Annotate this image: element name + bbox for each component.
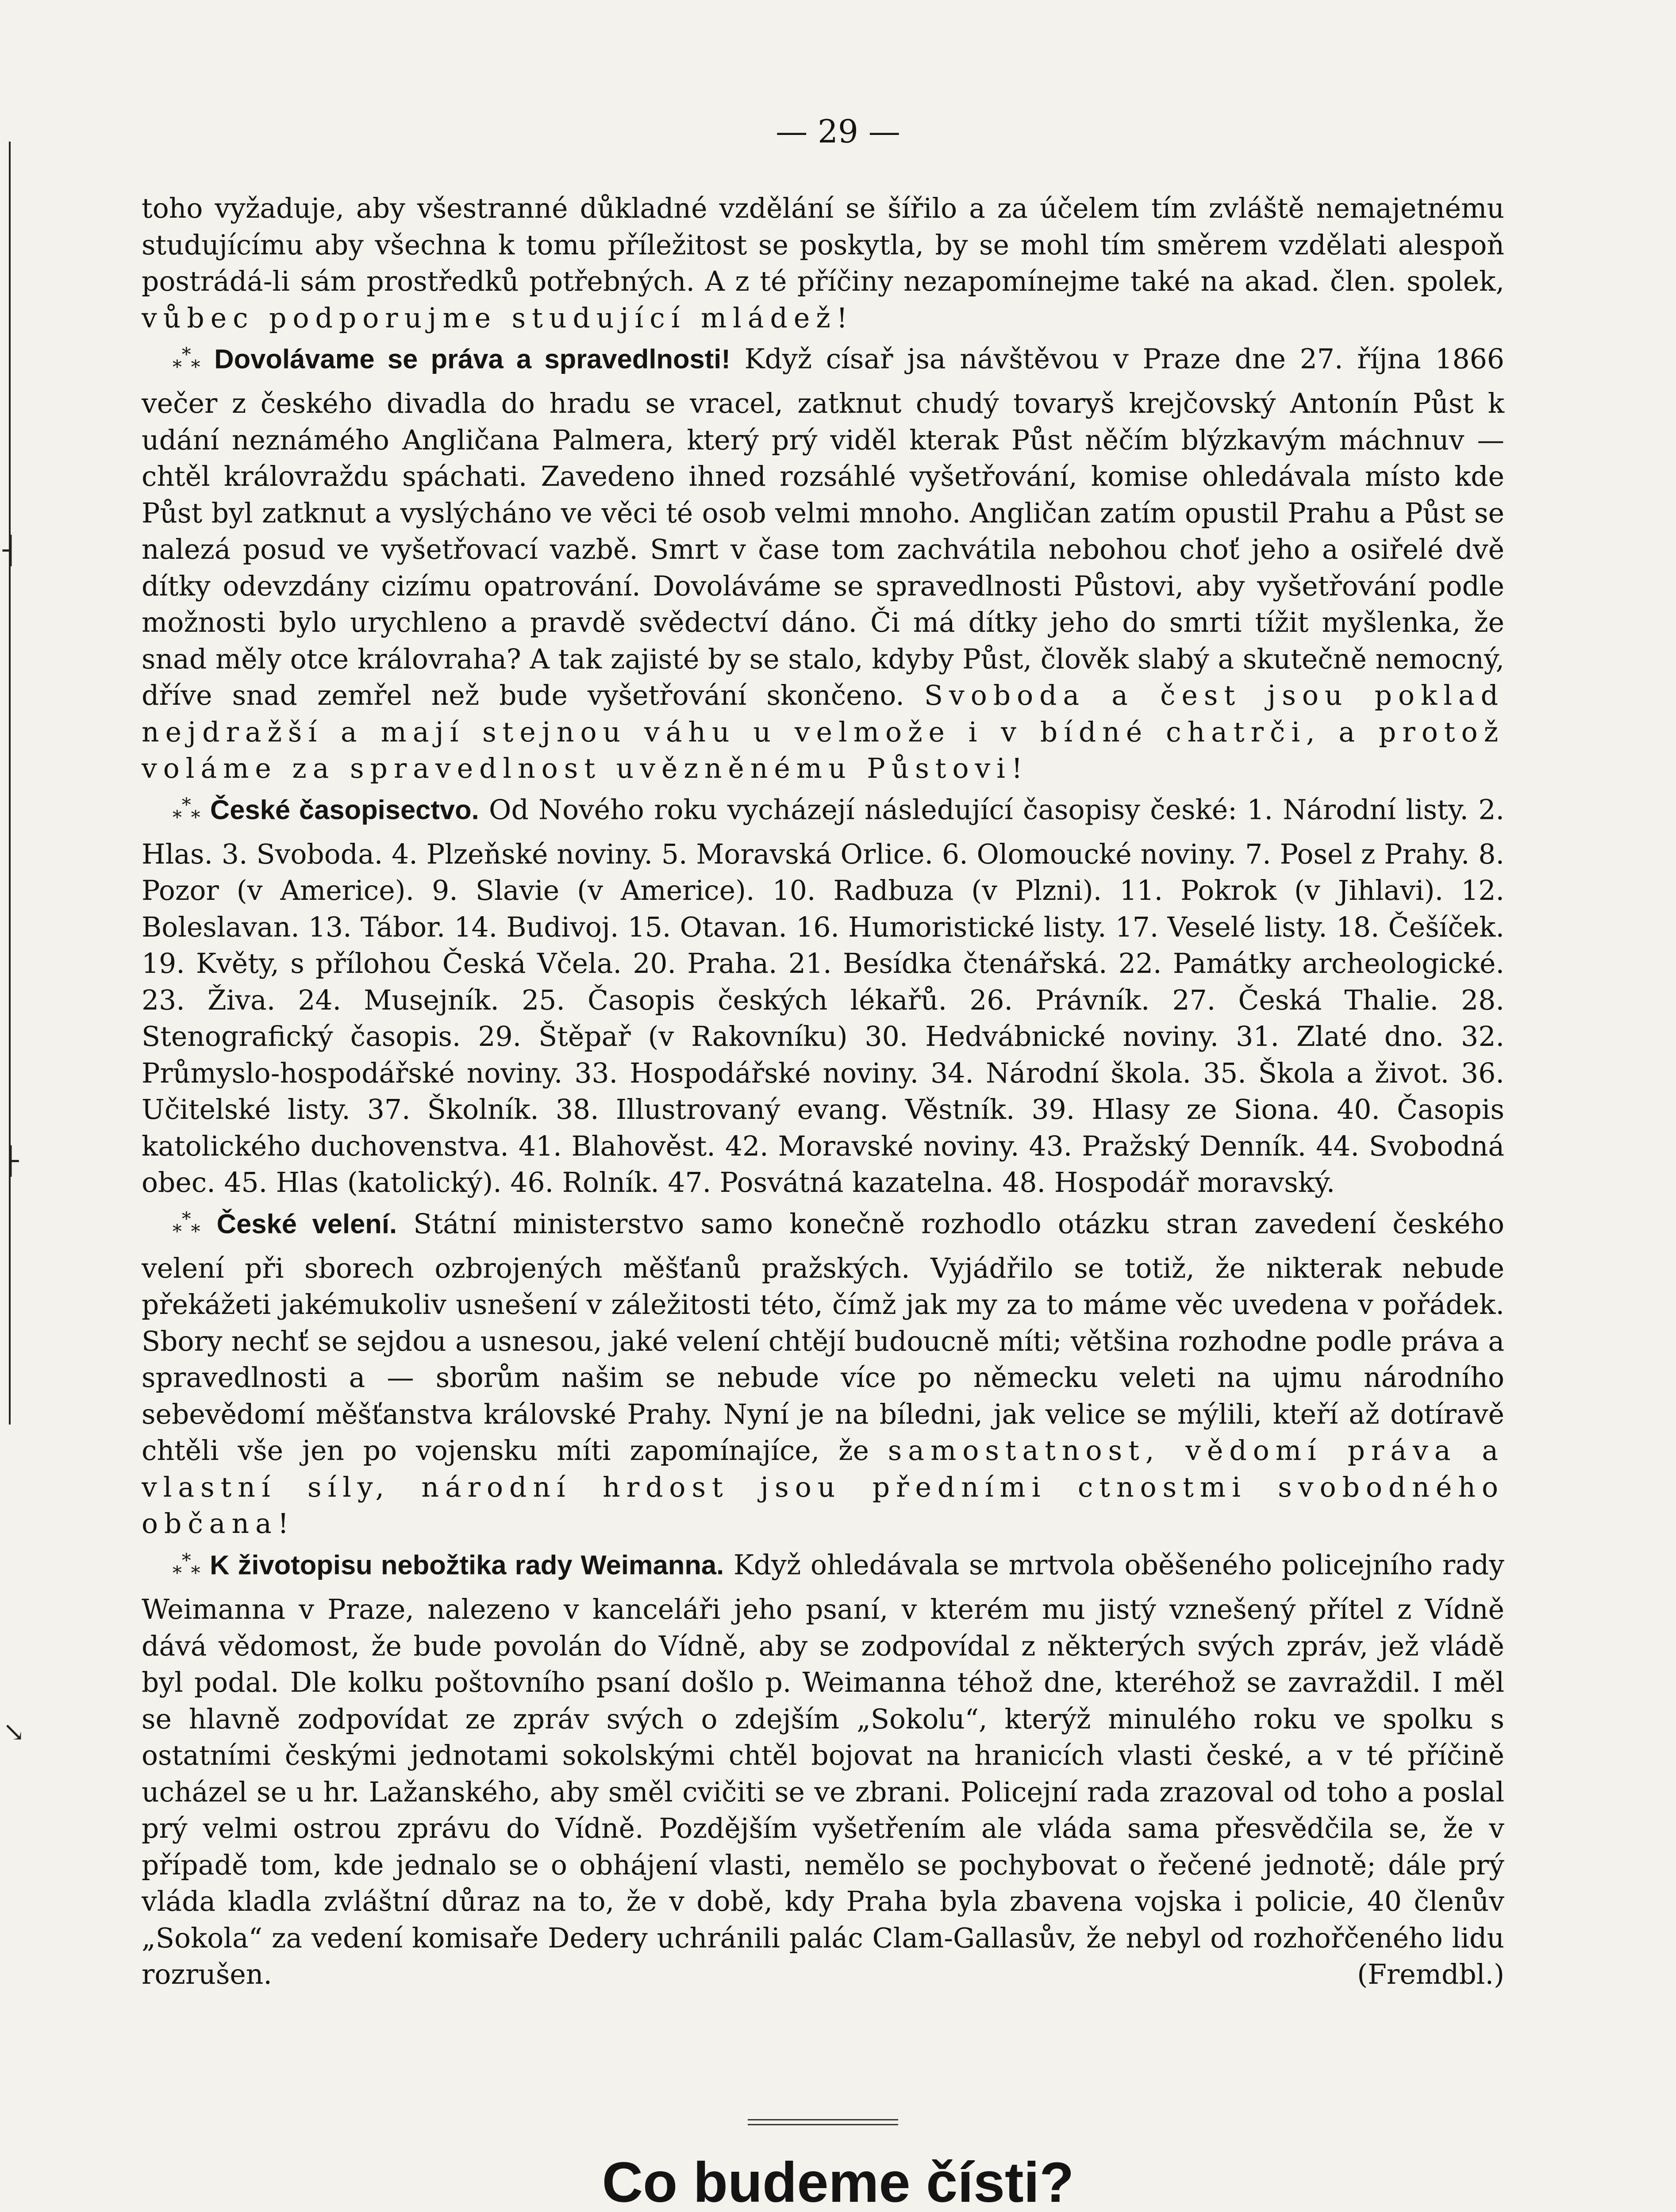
asterism-icon: $_*$*$_*$ [173, 1549, 200, 1584]
section-title: Co budeme čísti? [602, 2151, 1074, 2212]
margin-mark: ↘ [3, 1717, 25, 1747]
margin-rule [9, 142, 11, 1425]
paragraph-pust: $_*$*$_*$ Dovolávame se práva a spravedlnosti! Když císař jsa návštěvou v Praze dne 27. října 1866 večer z českého divadla do hradu se vracel, zatknut chudý tovaryš krejčovský Antonín Půst k udání neznámého Angličana Palmera, který prý viděl kterak Půst něčím blýzkavým máchnuv — chtěl královraždu spáchati. Zavedeno ihned rozsáhlé vyšetřování, komise ohledávala místo kde Půst byl zatknut a vyslýcháno ve věci té osob velmi mnoho. Angličan zatím opustil Prahu a Půst se nalezá posud ve vyšetřovací vazbě. Smrt v čase tom zachvátila nebohou choť jeho a osiřelé dvě dítky odevzdány cizímu opatrování. Dovoláváme se spravedlnosti Půstovi, aby vyšetřování podle možnosti bylo urychleno a pravdě svědectví dáno. Či má dítky jeho do smrti tížit myšlenka, že snad měly otce královraha? A tak zajisté by se stalo, kdyby Půst, člověk slabý a skutečně nemocný, dříve snad zemřel než bude vyšetřování skončeno. Svoboda a čest jsou poklad nejdražší a mají stejnou váhu u velmože i v bídné chatrči, a protož voláme za spravedlnost uvězněnému Půstovi! [142, 343, 1504, 785]
heading-periodicals: České časopisectvo. [210, 795, 479, 826]
paragraph-intro: toho vyžaduje, aby všestranné důkladné vzdělání se šířilo a za účelem tím zvláště nemajetnému studujícímu aby všechna k tomu příležitost se poskytla, by se mohl tím směrem vzdělati alespoň postrádá-li sám prostředků potřebných. A z té příčiny nezapomínejme také na akad. člen. spolek, vůbec podporujme studující mládež! [142, 192, 1504, 334]
paragraph-command: $_*$*$_*$ České velení. Státní ministerstvo samo konečně rozhodlo otázku stran zavedení českého velení při sborech ozbrojených měšťanů pražských. Vyjádřilo se totiž, že nikterak nebude překážeti jakémukoliv usnešení v záležitosti této, čímž jak my za to máme věc uvedena v pořádek. Sbory nechť se sejdou a usnesou, jaké velení chtějí budoucně míti; většina rozhodne podle práva a spravedlnosti a — sborům našim se nebude více po německu veleti na ujmu národního sebevědomí měšťanstva královské Prahy. Nyní je na bíledni, jak velice se mýlili, kteří až dotíravě chtěli vše jen po vojensku míti zapomínajíce, že samostatnost, vědomí práva a vlastní síly, národní hrdost jsou předními ctnostmi svobodného občana! [142, 1208, 1504, 1540]
paragraph-periodicals: $_*$*$_*$ České časopisectvo. Od Nového roku vycházejí následující časopisy české: 1. Národní listy. 2. Hlas. 3. Svoboda. 4. Plzeňské noviny. 5. Moravská Orlice. 6. Olomoucké noviny. 7. Posel z Prahy. 8. Pozor (v Americe). 9. Slavie (v Americe). 10. Radbuza (v Plzni). 11. Pokrok (v Jihlavi). 12. Boleslavan. 13. Tábor. 14. Budivoj. 15. Otavan. 16. Humoristické listy. 17. Veselé listy. 18. Češíček. 19. Květy, s přílohou Česká Včela. 20. Praha. 21. Besídka čtenářská. 22. Památky archeologické. 23. Živa. 24. Musejník. 25. Časopis českých lékařů. 26. Právník. 27. Česká Thalie. 28. Stenografický časopis. 29. Štěpař (v Rakovníku) 30. Hedvábnické noviny. 31. Zlaté dno. 32. Průmyslo-hospodářské noviny. 33. Hospodářské noviny. 34. Národní škola. 35. Škola a život. 36. Učitelské listy. 37. Školník. 38. Illustrovaný evang. Věstník. 39. Hlasy ze Siona. 40. Časopis katolického duchovenstva. 41. Blahověst. 42. Moravské noviny. 43. Pražský Denník. 44. Svobodná obec. 45. Hlas (katolický). 46. Rolník. 47. Posvátná kazatelna. 48. Hospodář moravský. [142, 794, 1504, 1199]
heading-command: České velení. [216, 1209, 397, 1240]
source-note: (Fremdbl.) [1357, 1959, 1504, 1991]
ornamental-divider [748, 2119, 898, 2125]
asterism-icon: $_*$*$_*$ [173, 1208, 200, 1243]
paragraph-weimann: $_*$*$_*$ K životopisu nebožtika rady Weimanna. Když ohledávala se mrtvola oběšeného policejního rady Weimanna v Praze, nalezeno v kanceláři jeho psaní, v kterém mu jistý vznešený přítel z Vídně dává vědomost, že bude povolán do Vídně, aby se zodpovídal z některých svých zpráv, jež vládě byl podal. Dle kolku poštovního psaní došlo p. Weimanna téhož dne, kteréhož se zavraždil. I měl se hlavně zodpovídat ze zpráv svých o zdejším „Sokolu“, kterýž minulého roku ve spolku s ostatními českými jednotami sokolskými chtěl bojovat na hranicích vlasti české, a v té příčině ucházel se u hr. Lažanského, aby směl cvičiti se ve zbrani. Policejní rada zrazoval od toho a poslal prý velmi ostrou zprávu do Vídně. Pozdějším vyšetřením ale vláda sama přesvědčila se, že v případě tom, kde jednalo se o obhájení vlasti, nemělo se pochybovat o řečené jednotě; dále prý vláda kladla zvláštní důraz na to, že v době, kdy Praha byla zbavena vojska i policie, 40 členův „Sokola“ za vedení komisaře Dedery uchránili palác Clam-Gallasův, že nebyl od rozhořčeného lidu rozrušen. (Fremdbl.) [142, 1542, 1504, 1993]
heading-weimann: K životopisu nebožtika rady Weimanna. [210, 1550, 724, 1581]
margin-mark: ┤ [3, 535, 19, 566]
article-body [142, 190, 1504, 1993]
margin-mark: ├ [3, 1146, 19, 1177]
asterism-icon: $_*$*$_*$ [173, 794, 200, 829]
asterism-icon: $_*$*$_*$ [173, 343, 200, 378]
page-number: — 29 — [776, 113, 900, 150]
heading-pust: Dovolávame se práva a spravedlnosti! [214, 344, 730, 375]
